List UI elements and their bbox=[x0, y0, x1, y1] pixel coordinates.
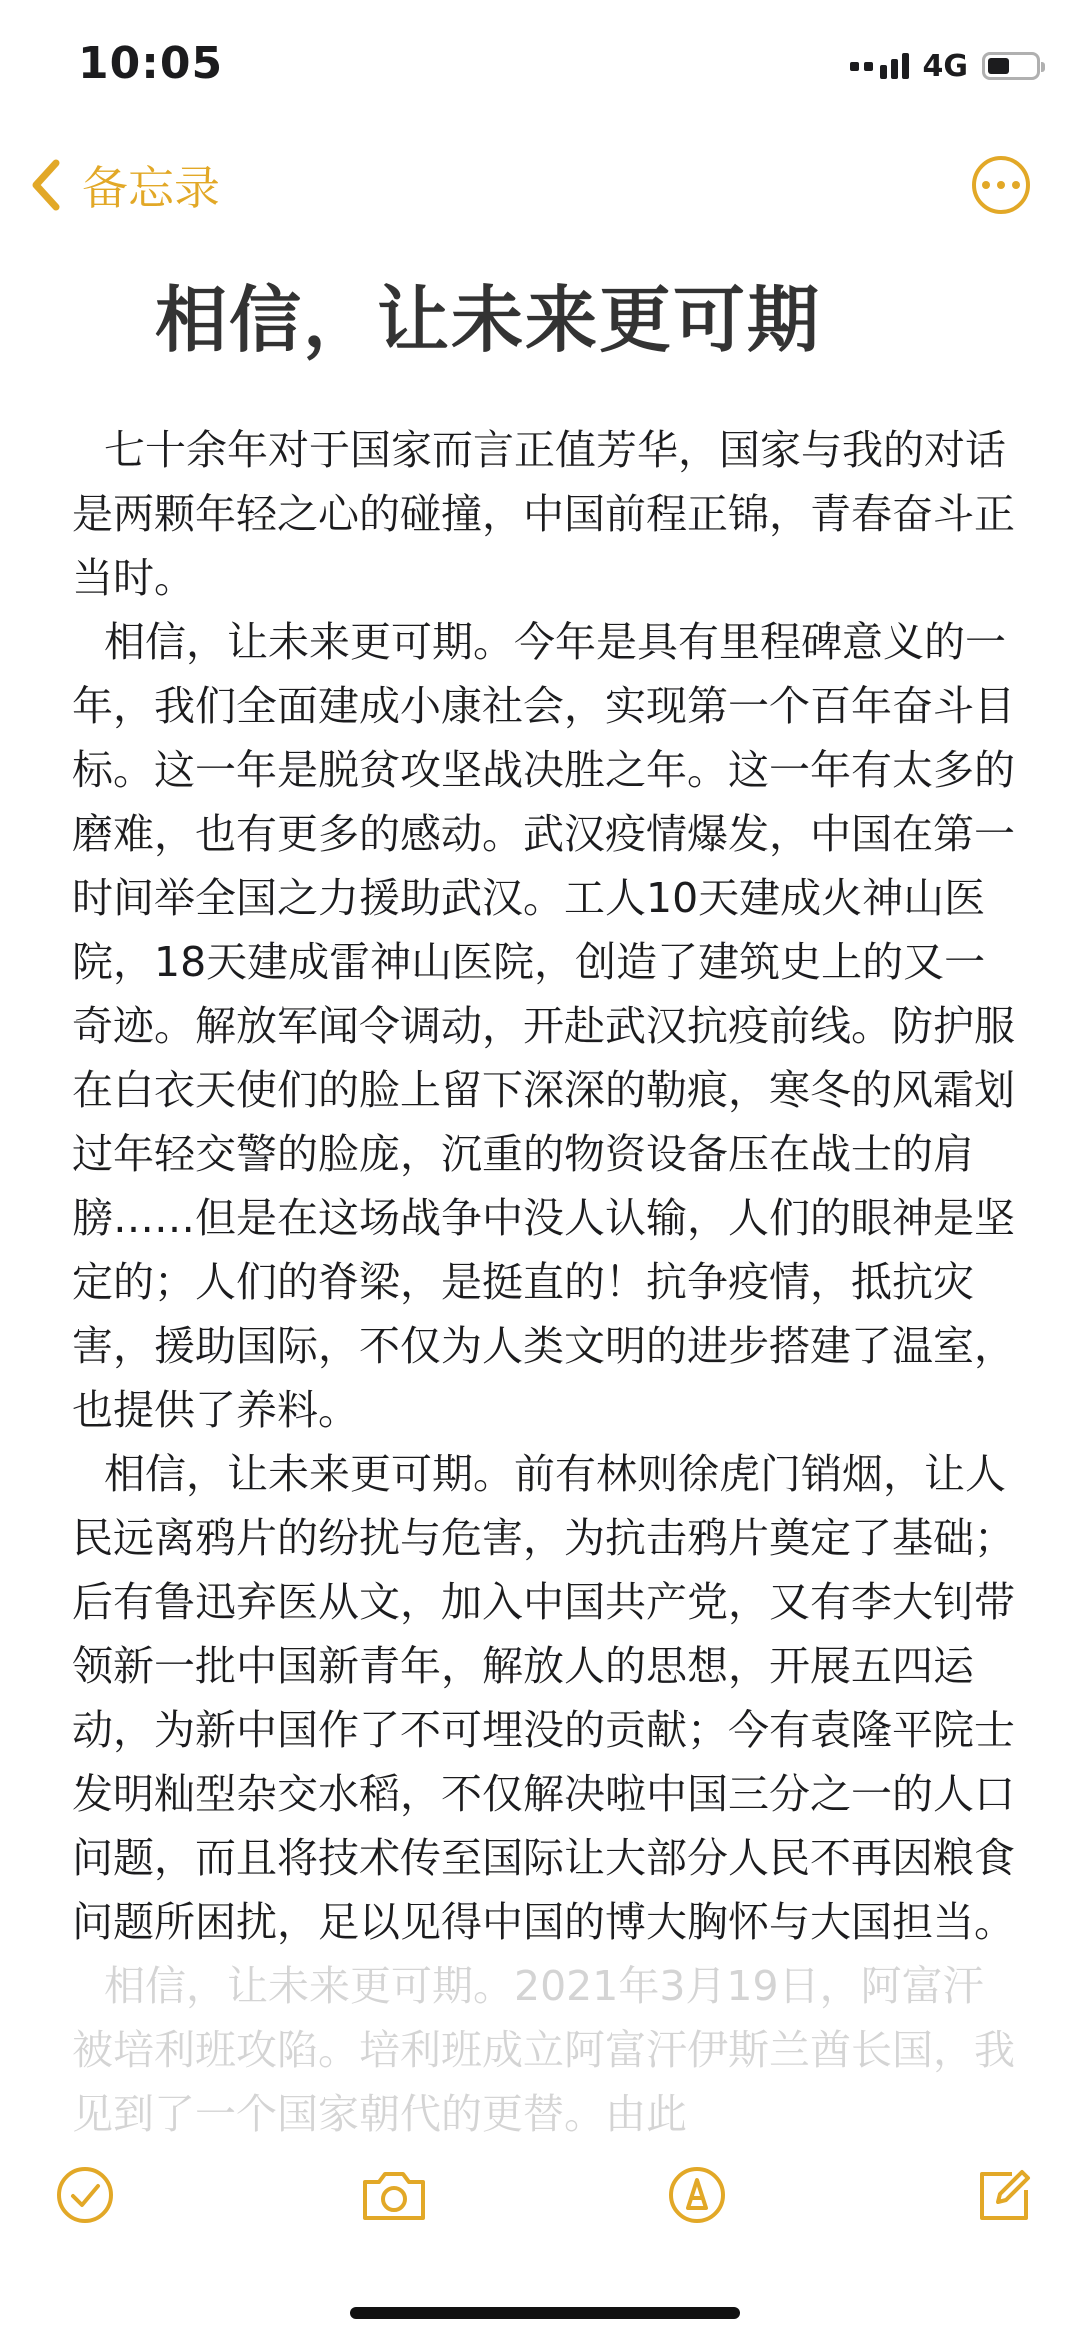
note-body[interactable] bbox=[72, 418, 1020, 2146]
more-icon bbox=[982, 181, 990, 189]
camera-button[interactable] bbox=[356, 2160, 432, 2230]
back-button[interactable] bbox=[28, 150, 220, 220]
compose-icon bbox=[972, 2164, 1034, 2226]
markup-button[interactable] bbox=[662, 2160, 732, 2230]
status-indicators bbox=[850, 46, 1041, 86]
note-paragraph: 相信，让未来更可期。今年是具有里程碑意义的一年，我们全面建成小康社会，实现第一个百年奋斗目标。这一年是脱贫攻坚战决胜之年。这一年有太多的磨难，也有更多的感动。武汉疫情爆发，中国在第一时间举全国之力援助武汉。工人10天建成火神山医院，18天建成雷神山医院，创造了建筑史上的又一奇迹。解放军闻令调动，开赴武汉抗疫前线。防护服在白衣天使们的脸上留下深深的勒痕，寒冬的风霜划过年轻交警的脸庞，沉重的物资设备压在战士的肩膀……但是在这场战争中没人认输，人们的眼神是坚定的；人们的脊梁，是挺直的！抗争疫情，抵抗灾害，援助国际，不仅为人类文明的进步搭建了温室，也提供了养料。 bbox=[72, 618, 1015, 1434]
chevron-left-icon bbox=[28, 157, 64, 213]
signal-icon bbox=[850, 53, 909, 79]
compose-button[interactable] bbox=[968, 2160, 1038, 2230]
markup-icon bbox=[666, 2164, 728, 2226]
note-paragraph-faded: 相信，让未来更可期。2021年3月19日，阿富汗被培利班攻陷。培利班成立阿富汗伊斯兰酋长国，我见到了一个国家朝代的更替。由此 bbox=[72, 1962, 1015, 2138]
checklist-button[interactable] bbox=[50, 2160, 120, 2230]
more-options-button[interactable] bbox=[972, 156, 1030, 214]
nav-bar bbox=[0, 140, 1080, 230]
note-paragraph: 七十余年对于国家而言正值芳华，国家与我的对话是两颗年轻之心的碰撞，中国前程正锦，青春奋斗正当时。 bbox=[72, 426, 1015, 602]
battery-icon bbox=[982, 52, 1040, 80]
camera-icon bbox=[359, 2164, 429, 2226]
note-paragraph: 相信，让未来更可期。前有林则徐虎门销烟，让人民远离鸦片的纷扰与危害，为抗击鸦片奠定了基础；后有鲁迅弃医从文，加入中国共产党，又有李大钊带领新一批中国新青年，解放人的思想，开展五四运动，为新中国作了不可埋没的贡献；今有袁隆平院士发明籼型杂交水稻，不仅解决啦中国三分之一的人口问题，而且将技术传至国际让大部分人民不再因粮食问题所困扰，足以见得中国的博大胸怀与大国担当。 bbox=[72, 1450, 1015, 1946]
home-indicator[interactable] bbox=[350, 2307, 740, 2319]
checklist-icon bbox=[54, 2164, 116, 2226]
back-label: 备忘录 bbox=[82, 161, 220, 215]
network-label: 4G bbox=[922, 48, 968, 84]
note-title[interactable]: 相信，让未来更可期 bbox=[154, 278, 821, 362]
bottom-toolbar bbox=[0, 2160, 1080, 2240]
status-time: 10:05 bbox=[78, 38, 224, 89]
status-bar bbox=[0, 0, 1080, 130]
